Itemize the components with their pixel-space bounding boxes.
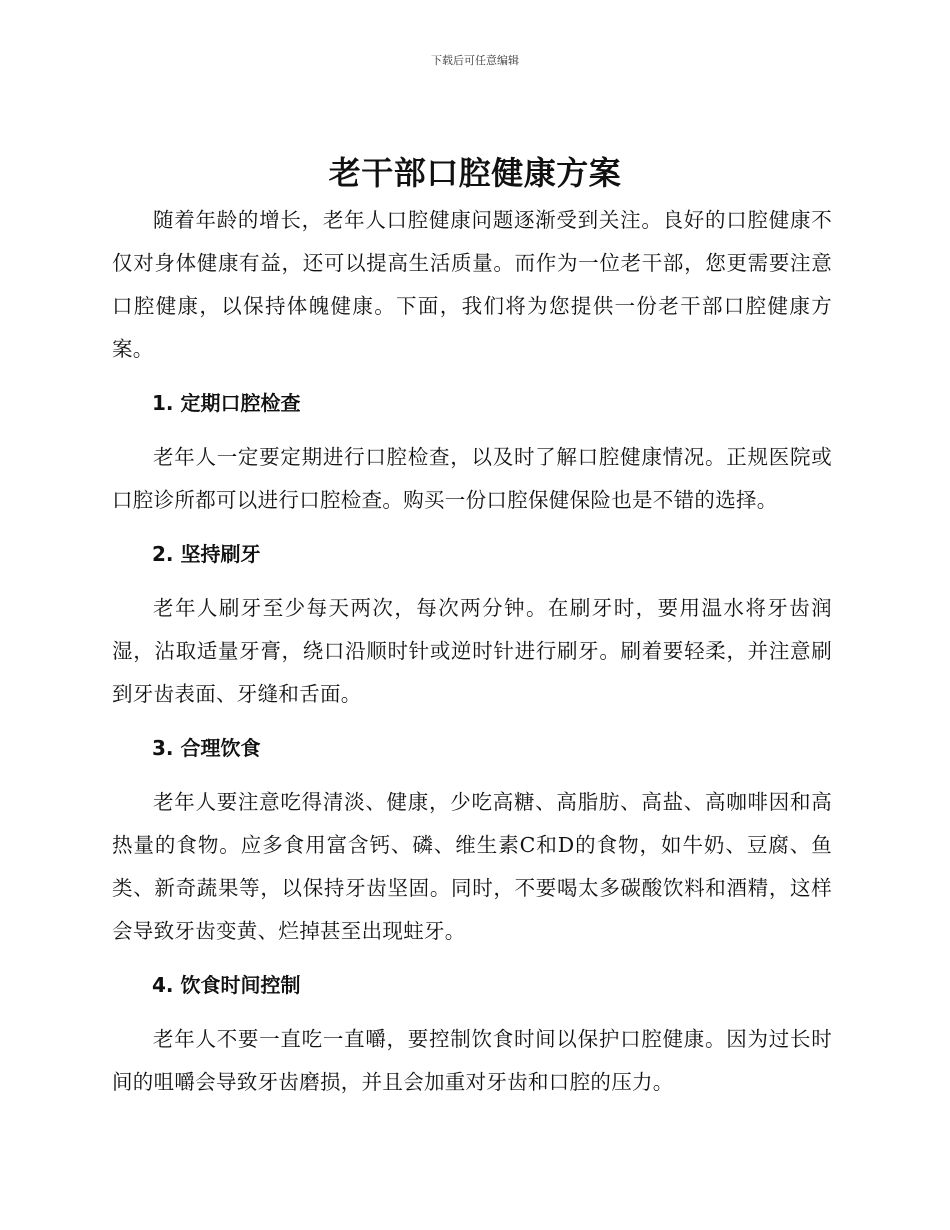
section-heading-diet: 3. 合理饮食 bbox=[152, 736, 261, 760]
page-header-note: 下载后可任意编辑 bbox=[431, 54, 519, 67]
section-heading-checkup: 1. 定期口腔检查 bbox=[152, 391, 301, 415]
section-body-meal-time: 老年人不要一直吃一直嚼，要控制饮食时间以保护口腔健康。因为过长时间的咀嚼会导致牙齿磨损，并且会加重对牙齿和口腔的压力。 bbox=[112, 1027, 832, 1094]
section-heading-meal-time: 4. 饮食时间控制 bbox=[152, 973, 301, 997]
section-body-brushing: 老年人刷牙至少每天两次，每次两分钟。在刷牙时，要用温水将牙齿润湿，沾取适量牙膏，绕口沿顺时针或逆时针进行刷牙。刷着要轻柔，并注意刷到牙齿表面、牙缝和舌面。 bbox=[112, 596, 832, 706]
document-body bbox=[112, 199, 832, 1104]
section-heading-brushing: 2. 坚持刷牙 bbox=[152, 542, 261, 566]
document-title: 老干部口腔健康方案 bbox=[328, 154, 622, 192]
intro-paragraph: 随着年龄的增长，老年人口腔健康问题逐渐受到关注。良好的口腔健康不仅对身体健康有益，还可以提高生活质量。而作为一位老干部，您更需要注意口腔健康，以保持体魄健康。下面，我们将为您提供一份老干部口腔健康方案。 bbox=[112, 208, 832, 361]
section-body-checkup: 老年人一定要定期进行口腔检查，以及时了解口腔健康情况。正规医院或口腔诊所都可以进行口腔检查。购买一份口腔保健保险也是不错的选择。 bbox=[112, 445, 832, 512]
section-body-diet: 老年人要注意吃得清淡、健康，少吃高糖、高脂肪、高盐、高咖啡因和高热量的食物。应多食用富含钙、磷、维生素C和D的食物，如牛奶、豆腐、鱼类、新奇蔬果等，以保持牙齿坚固。同时，不要喝太多碳酸饮料和酒精，这样会导致牙齿变黄、烂掉甚至出现蛀牙。 bbox=[112, 790, 832, 943]
